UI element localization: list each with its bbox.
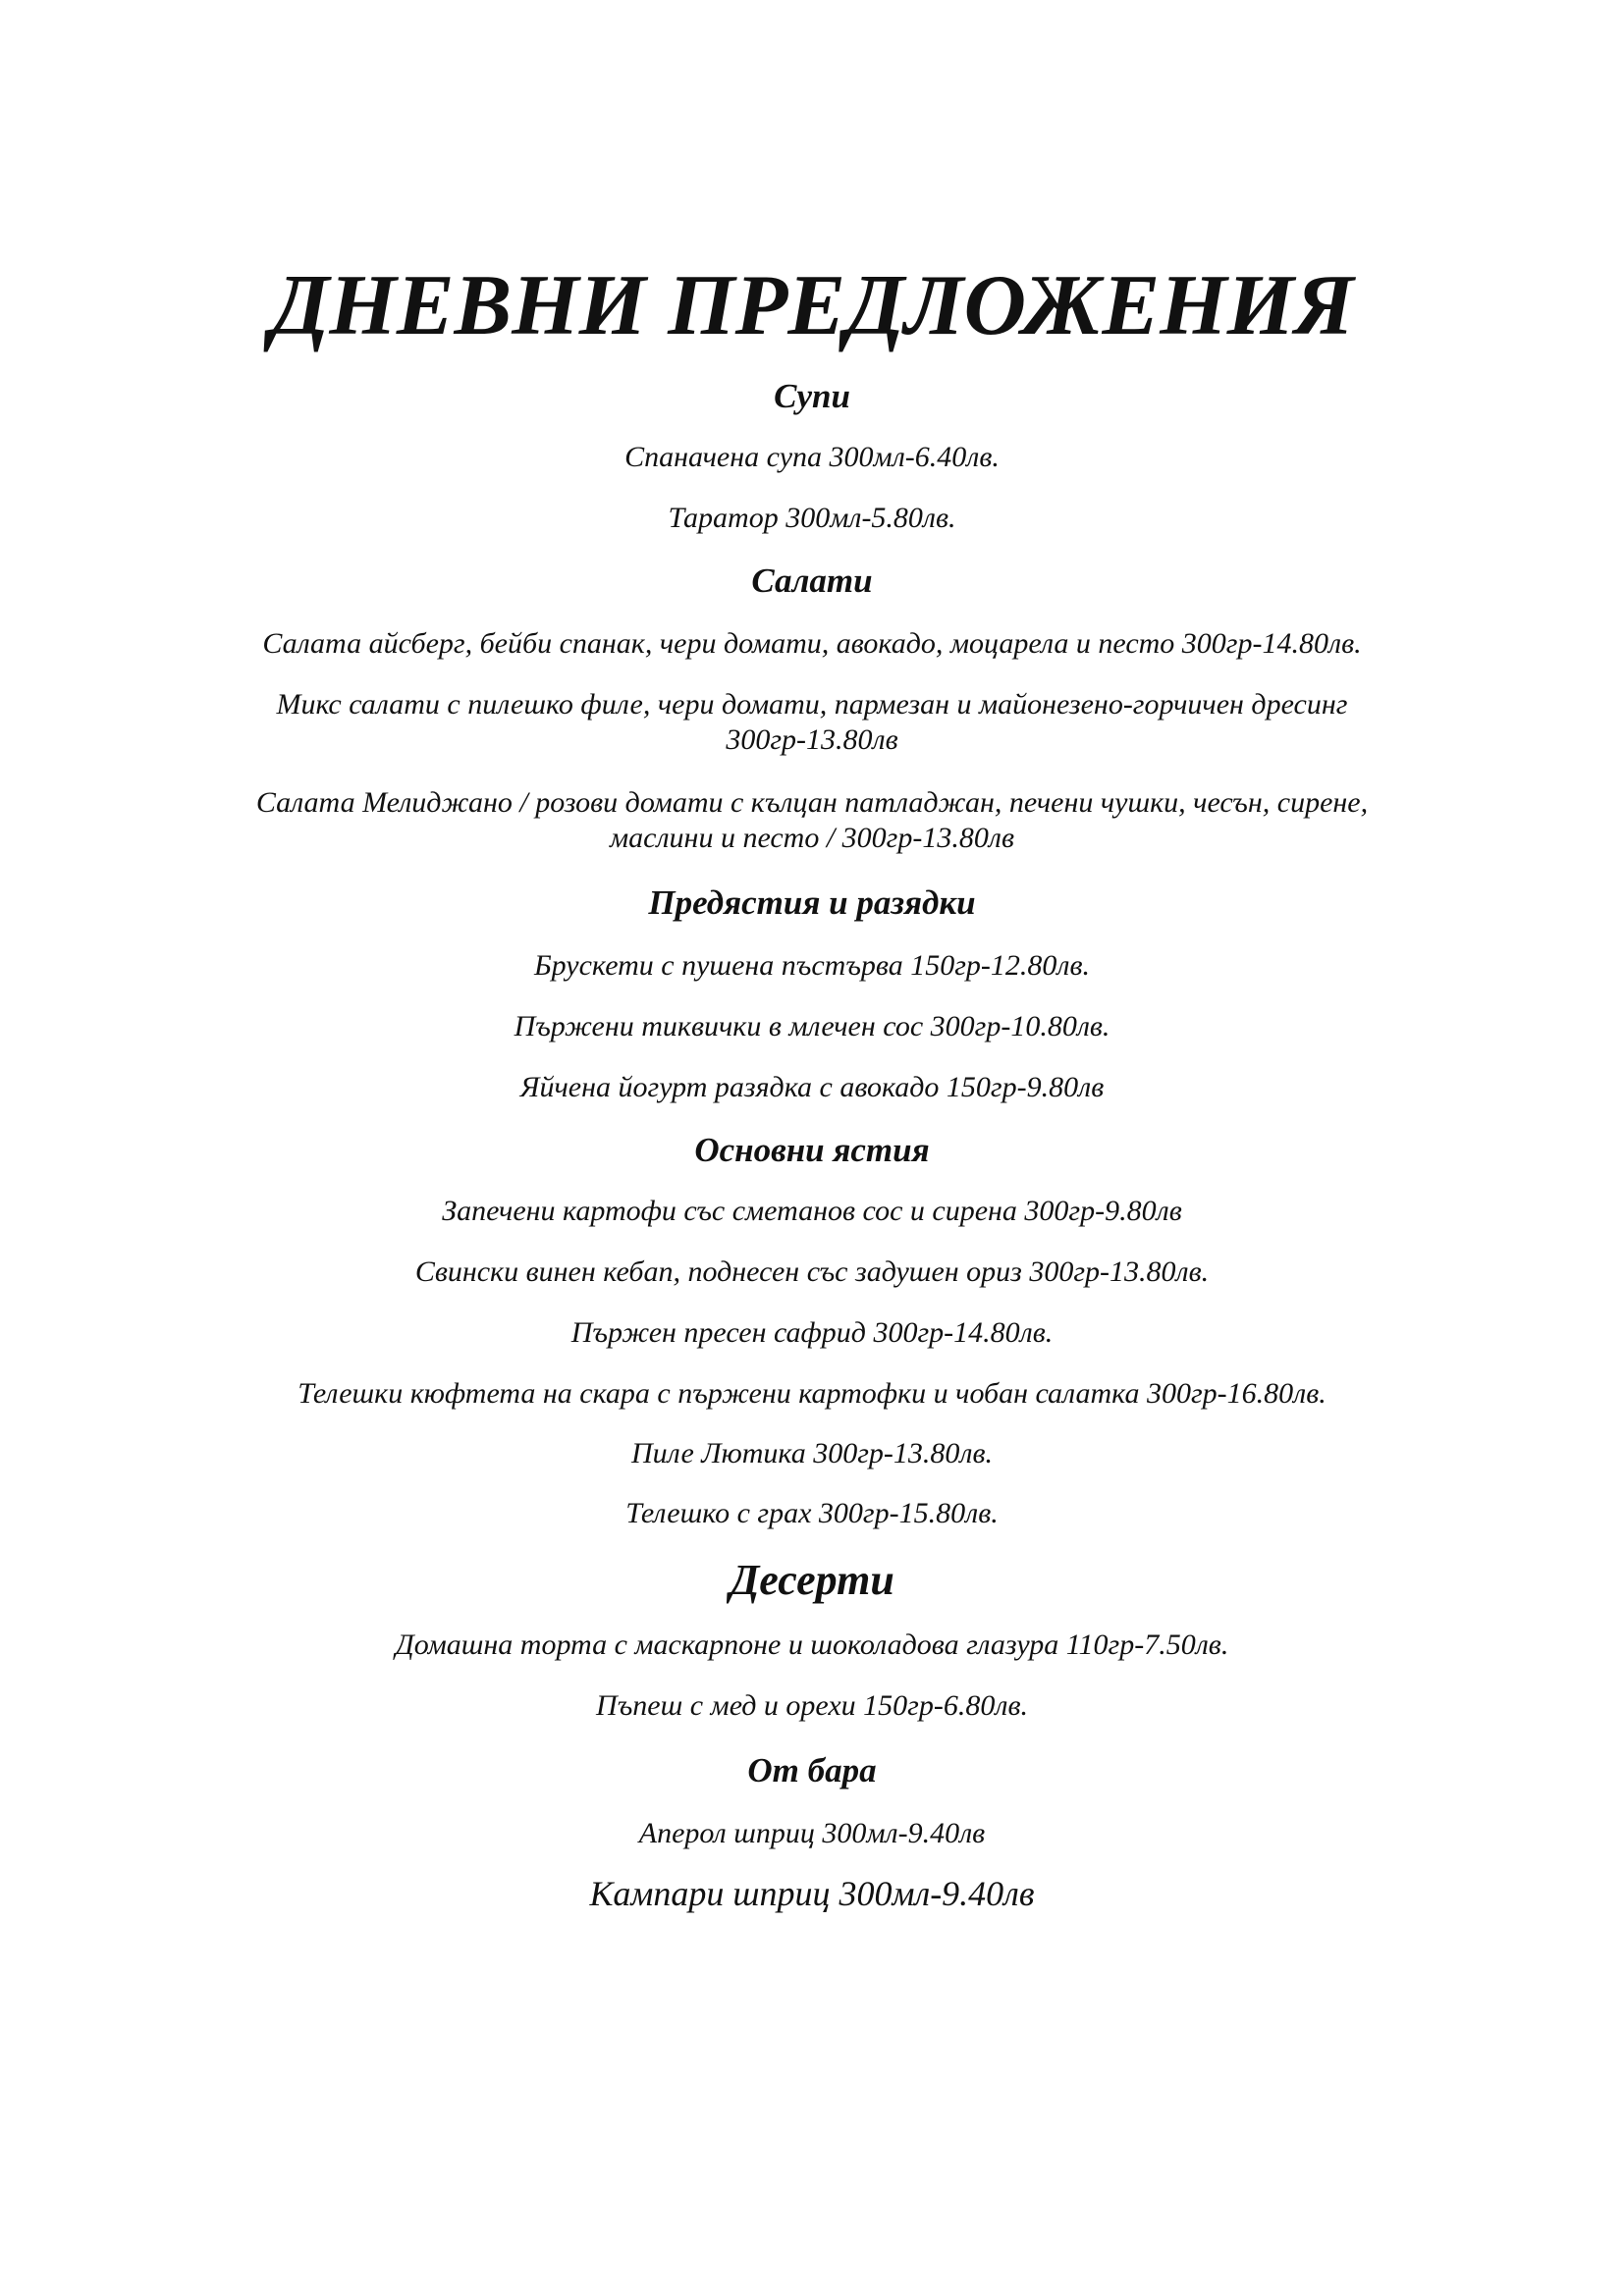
section-heading-desserts: Десерти [730, 1556, 894, 1604]
menu-item: Телешки кюфтета на скара с пържени картофки и чобан салатка 300гр-16.80лв. [298, 1377, 1326, 1410]
menu-item: Аперол шприц 300мл-9.40лв [638, 1817, 986, 1849]
menu-item: Яйчена йогурт разядка с авокадо 150гр-9.80лв [519, 1071, 1105, 1103]
menu-item: Пиле Лютика 300гр-13.80лв. [630, 1437, 994, 1469]
menu-item: Пържени тиквички в млечен сос 300гр-10.80лв. [514, 1010, 1110, 1042]
menu-item: Спаначена супа 300мл-6.40лв. [624, 441, 1000, 473]
menu-item: Свински винен кебап, поднесен със задушен ориз 300гр-13.80лв. [414, 1255, 1210, 1288]
menu-item: Брускети с пушена пъстърва 150гр-12.80лв. [533, 949, 1090, 982]
page-title: ДНЕВНИ ПРЕДЛОЖЕНИЯ [270, 258, 1354, 353]
section-heading-soups: Супи [774, 377, 850, 415]
menu-item: Пържен пресен сафрид 300гр-14.80лв. [570, 1316, 1054, 1349]
menu-item: Телешко с грах 300гр-15.80лв. [625, 1497, 999, 1529]
section-heading-salads: Салати [751, 561, 873, 600]
section-heading-bar: От бара [747, 1751, 877, 1789]
menu-item: Кампари шприц 300мл-9.40лв [589, 1874, 1035, 1913]
menu-item: Домашна торта с маскарпоне и шоколадова глазура 110гр-7.50лв. [395, 1629, 1229, 1661]
menu-item: Пъпеш с мед и орехи 150гр-6.80лв. [596, 1689, 1028, 1722]
section-heading-starters: Предястия и разядки [648, 883, 976, 922]
menu-item: Таратор 300мл-5.80лв. [668, 502, 956, 534]
menu-item: Салата айсберг, бейби спанак, чери домати, авокадо, моцарела и песто 300гр-14.80лв. [262, 627, 1362, 660]
section-heading-mains: Основни ястия [694, 1131, 930, 1169]
menu-item: Запечени картофи със сметанов сос и сирена 300гр-9.80лв [442, 1195, 1182, 1227]
menu-item: Микс салати с пилешко филе, чери домати, пармезан и майонезено-горчичен дресинг 300гр-13.80лв [276, 688, 1348, 756]
menu-item: Салата Мелиджано / розови домати с кълцан патладжан, печени чушки, чесън, сирене, маслини и песто / 300гр-13.80лв [255, 786, 1369, 854]
